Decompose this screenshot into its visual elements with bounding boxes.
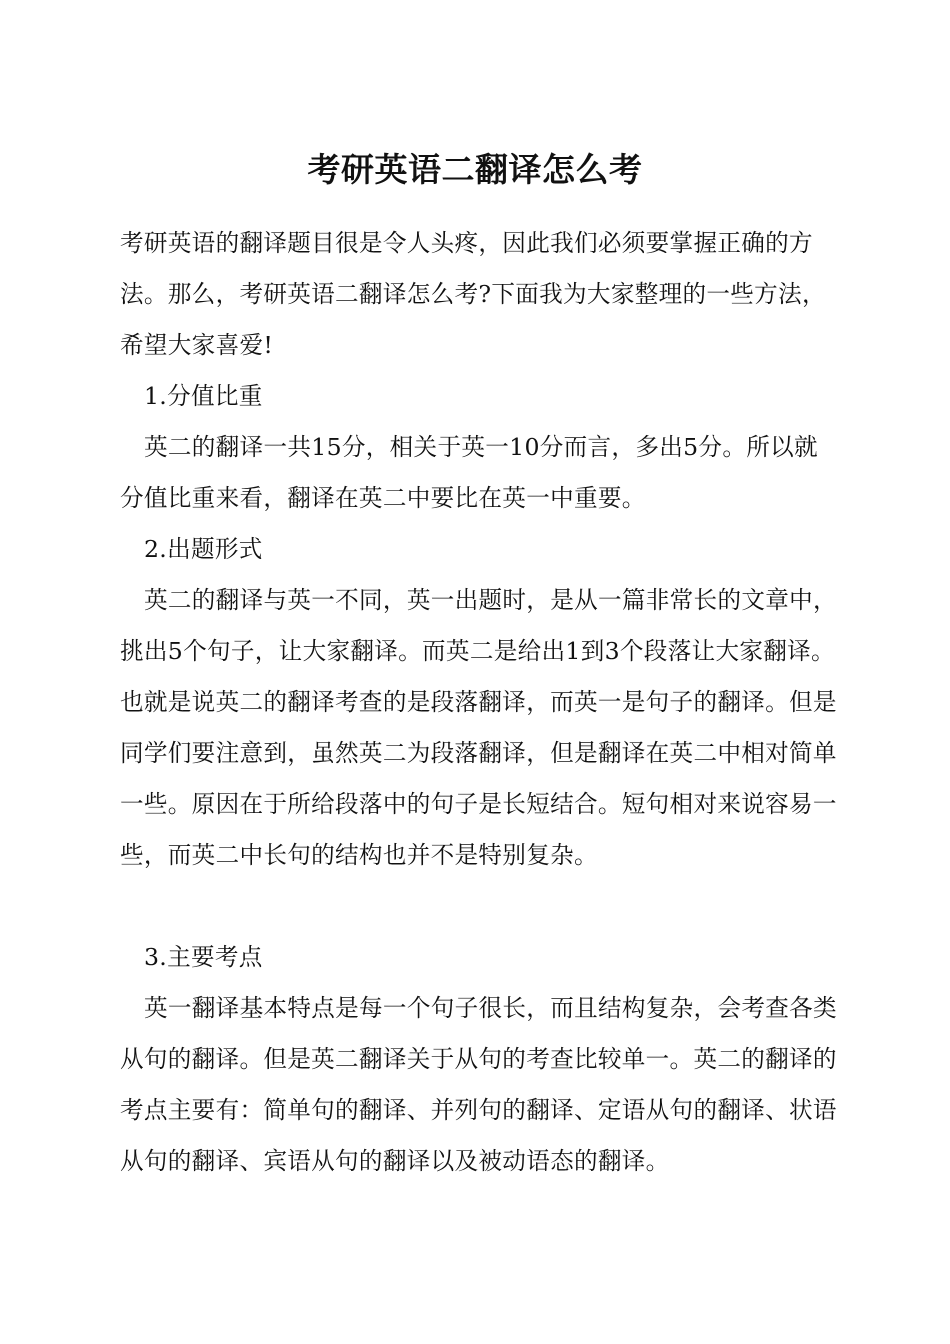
section-paragraph: 英二的翻译一共15分，相关于英一10分而言，多出5分。所以就分值比重来看，翻译在英二中要比在英一中重要。	[120, 433, 818, 512]
section-heading: 3.主要考点	[144, 943, 263, 971]
document-title: 考研英语二翻译怎么考	[307, 150, 643, 189]
section-paragraph: 英二的翻译与英一不同，英一出题时，是从一篇非常长的文章中，挑出5个句子，让大家翻译。而英二是给出1到3个段落让大家翻译。也就是说英二的翻译考查的是段落翻译，而英一是句子的翻译。但是同学们要注意到，虽然英二为段落翻译，但是翻译在英二中相对简单一些。原因在于所给段落中的句子是长短结合。短句相对来说容易一些，而英二中长句的结构也并不是特别复杂。	[120, 586, 837, 869]
section-paragraph: 英一翻译基本特点是每一个句子很长，而且结构复杂，会考查各类从句的翻译。但是英二翻译关于从句的考查比较单一。英二的翻译的考点主要有：简单句的翻译、并列句的翻译、定语从句的翻译、状语从句的翻译、宾语从句的翻译以及被动语态的翻译。	[120, 994, 837, 1175]
section-heading: 1.分值比重	[144, 382, 263, 410]
document-body	[120, 218, 840, 1187]
intro-paragraph: 考研英语的翻译题目很是令人头疼，因此我们必须要掌握正确的方法。那么，考研英语二翻译怎么考?下面我为大家整理的一些方法，希望大家喜爱!	[120, 229, 826, 359]
section-heading: 2.出题形式	[144, 535, 263, 563]
